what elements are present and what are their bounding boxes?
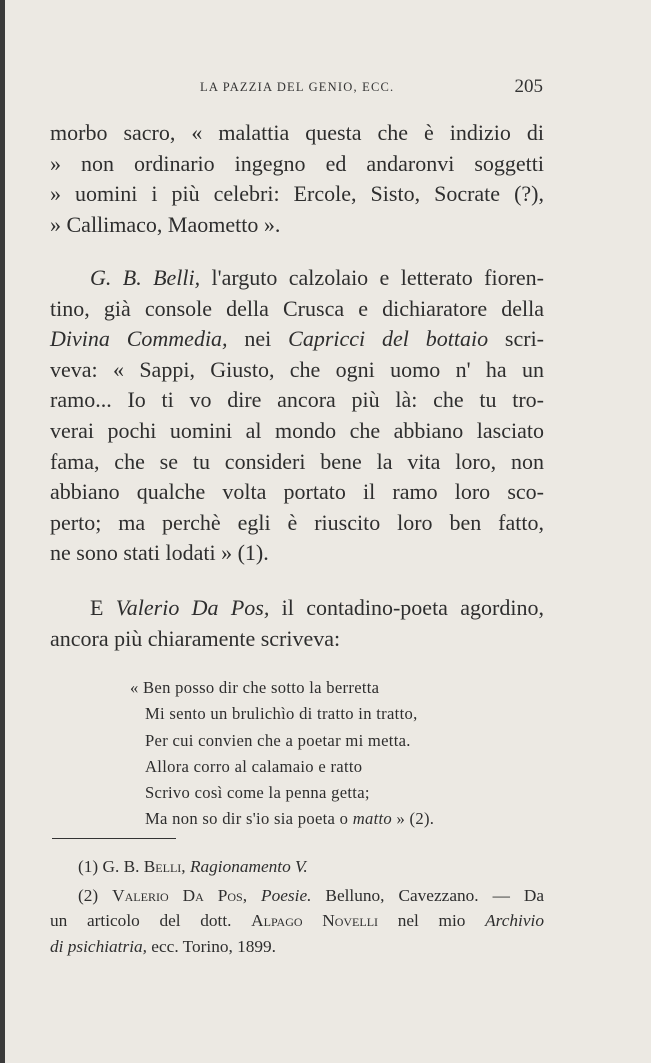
footnote-line [50,883,544,908]
person-name: G. B. Belli, [90,265,201,290]
text-fragment: nel mio [378,911,486,931]
footnote-2 [50,883,544,959]
author-name: Valerio Da Pos, [112,886,248,905]
poem-line: Per cui convien che a poetar mi metta. [145,730,411,750]
text-line: fama, che se tu consideri bene la vita loro, non [50,448,544,474]
page-number: 205 [514,76,543,97]
paragraph-morbo-sacro [50,118,544,240]
text-line: verai pochi uomini al mondo che abbiano lasciato [50,417,544,443]
text-fragment: scri- [488,326,545,352]
poem-line [145,806,434,832]
page-header [0,76,651,100]
work-title: Ragionamento V. [189,857,308,876]
author-name: Alpago Novelli [251,911,379,931]
text-line: abbiano qualche volta portato il ramo loro sco- [50,479,544,505]
text-line: ancora più chiaramente scriveva: [50,625,341,651]
text-line: » uomini i più celebri: Ercole, Sisto, Socrate (?), [50,181,544,207]
text-fragment: il contadino-poeta agordino, [269,595,544,620]
text-fragment: E [90,595,116,620]
page-binding-edge [0,0,5,1063]
text-fragment: Ma non so dir s'io sia poeta o [145,809,353,829]
text-fragment: ecc. Torino, 1899. [146,936,276,956]
paragraph-valerio [50,593,544,654]
emphasis: matto [352,809,393,829]
text-line: » non ordinario ingegno ed andaronvi soggetti [50,150,544,176]
text-fragment: nei [227,326,289,352]
work-title: di psichiatria, [50,936,147,956]
text-line: morbo sacro, « malattia questa che è indizio di [50,120,544,145]
text-fragment: (1) G. B. [78,857,144,876]
paragraph-belli [50,263,544,569]
text-line: veva: « Sappi, Giusto, che ogni uomo n' ha un [50,356,544,382]
poem-line: Mi sento un brulichìo di tratto in tratto, [145,704,418,724]
text-line [50,324,544,355]
text-line [50,593,544,624]
footnote-rule [52,838,176,839]
person-name: Valerio Da Pos, [115,595,270,620]
text-line: ramo... Io ti vo dire ancora più là: che tu tro- [50,387,544,413]
poem-quote [128,675,434,833]
footnote-1 [50,854,544,879]
work-title: Archivio [485,911,544,931]
poem-line: « Ben posso dir che sotto la berretta [130,678,380,697]
author-name: Belli, [143,857,186,876]
text-fragment: (2) [78,886,113,905]
running-title: LA PAZZIA DEL GENIO, ECC. [200,80,395,94]
work-title: Capricci del bottaio [288,326,489,352]
poem-line: Allora corro al calamaio e ratto [145,756,363,776]
text-fragment: l'arguto calzolaio e letterato fioren- [200,265,545,290]
text-line: ne sono stati lodati » (1). [50,540,269,566]
text-fragment: Belluno, Cavezzano. — Da [311,886,545,905]
footnote-line [50,854,544,879]
text-line: perto; ma perchè egli è riuscito loro ben fatto, [50,509,544,535]
footnote-line [50,908,544,933]
text-fragment: un articolo del dott. [50,911,252,931]
poem-line: Scrivo così come la penna getta; [145,783,370,803]
text-line [50,263,544,294]
text-fragment: » (2). [392,809,435,829]
text-line: » Callimaco, Maometto ». [50,211,281,237]
text-line: tino, già console della Crusca e dichiaratore della [50,295,544,321]
footnote-line [50,934,544,959]
work-title: Poesie. [261,886,312,905]
work-title: Divina Commedia, [50,326,228,352]
